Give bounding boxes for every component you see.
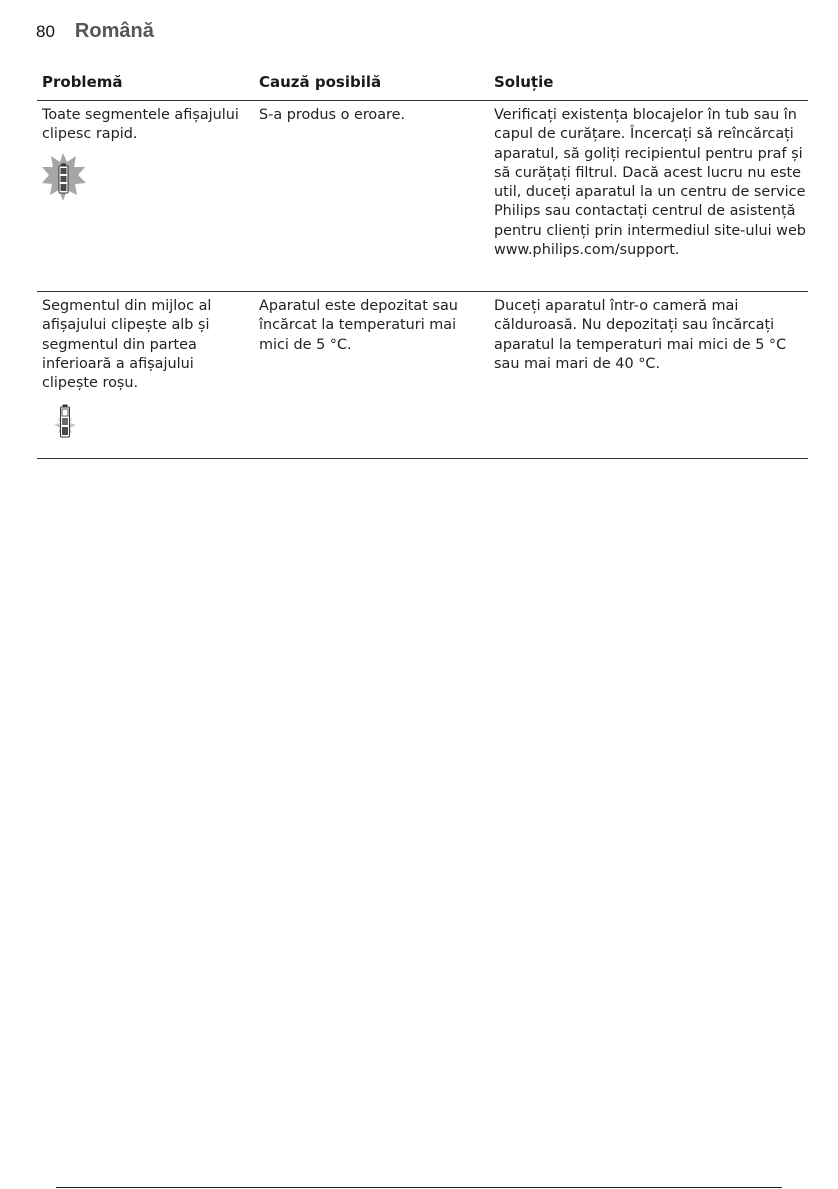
problem-cell [37, 292, 254, 458]
table-header-row [37, 60, 808, 101]
battery-display-lower-segments-flashing-icon [52, 403, 254, 449]
troubleshooting-table [37, 60, 808, 459]
cause-cell: Aparatul este depozitat sau încărcat la temperaturi mai mici de 5 °C. [259, 298, 458, 353]
problem-text: Segmentul din mijloc al afișajului clipește alb și segmentul din partea inferioară a afișajului clipește roșu. [42, 298, 212, 392]
problem-cell [37, 101, 254, 291]
cause-cell: S-a produs o eroare. [259, 107, 406, 123]
problem-text: Toate segmentele afișajului clipesc rapid. [42, 107, 239, 143]
solution-cell: Duceți aparatul într-o cameră mai călduroasă. Nu depozitați sau încărcați aparatul la temperaturi mai mici de 5 °C sau mai mari de 40 °C. [494, 298, 787, 372]
page-number: 80 [36, 22, 55, 41]
header-cause: Cauză posibilă [259, 73, 382, 91]
header-problem: Problemă [42, 73, 123, 91]
page-header [36, 20, 154, 43]
battery-display-all-segments-flashing-icon [42, 153, 254, 211]
footer-rule [56, 1187, 782, 1188]
table-row [37, 101, 808, 292]
solution-cell: Verificați existența blocajelor în tub sau în capul de curățare. Încercați să reîncărcați aparatul, să goliți recipientul pentru praf și să curățați filtrul. Dacă acest lucru nu este util, duceți aparatul la un centru de service Philips sau contactați centrul de asistență pentru clienți prin intermediul site-ului web www.philips.com/support. [494, 107, 806, 259]
page-language: Română [74, 20, 154, 42]
header-solution: Soluție [494, 73, 554, 91]
table-row [37, 292, 808, 459]
